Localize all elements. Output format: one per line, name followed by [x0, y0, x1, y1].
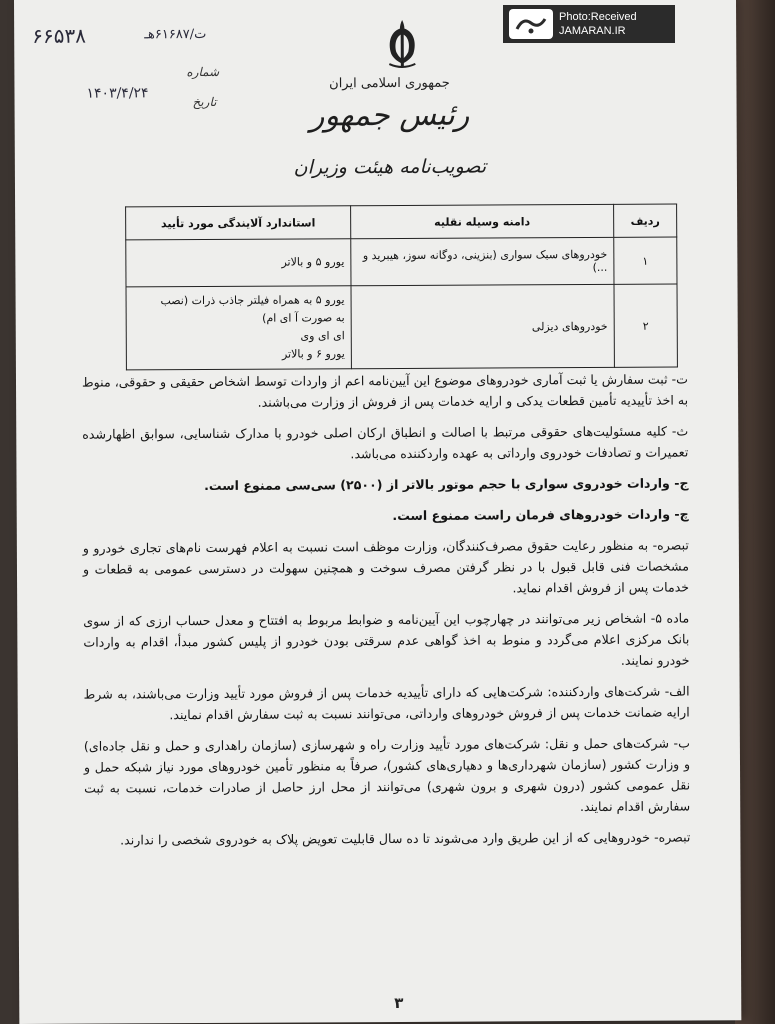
paragraph-note-2: تبصره- خودروهایی که از این طریق وارد می‌شوند تا ده سال قابلیت تعویض پلاک به خودروی شخصی را ندارند. — [120, 829, 691, 848]
standard-line: یورو ۵ و بالاتر — [281, 255, 345, 269]
table-row — [126, 237, 677, 287]
standard-line: یورو ۵ به همراه فیلتر جاذب ذرات (نصب — [160, 293, 345, 308]
header-emission-standard: استاندارد آلایندگی مورد تأیید — [126, 206, 351, 240]
letter-date: ۱۴۰۳/۴/۲۴ — [86, 85, 149, 102]
paragraph-clause-alef: الف- شرکت‌های واردکننده: شرکت‌هایی که دارای تأییدیه خدمات پس از فروش مورد تأیید وزارت می‌باشند، به شرط ارایه ضمانت خدمات پس از فروش خودروهای وارداتی، می‌توانند نسبت به ثبت سفارش اقدام نمایند. — [83, 683, 690, 723]
page-number: ۳ — [394, 993, 404, 1013]
watermark-badge — [503, 5, 675, 43]
standard-line: یورو ۶ و بالاتر — [281, 347, 345, 361]
cell-emission-standard — [126, 286, 351, 370]
paragraph-clause-te: ت- ثبت سفارش یا ثبت آماری خودروهای موضوع این آیین‌نامه اعم از واردات توسط اشخاص حقیقی و حقوقی، منوط به اخذ تأییدیه تأمین قطعات یدکی و ارایه خدمات پس از فروش از وزارت می‌باشند. — [81, 371, 689, 410]
paragraph-clause-che: چ- واردات خودروهای فرمان راست ممنوع است. — [392, 506, 689, 524]
paragraph-note: تبصره- به منظور رعایت حقوق مصرف‌کنندگان، وزارت موظف است نسبت به اعلام فهرست نام‌های تجاری خودرو و مشخصات فنی قابل قبول با در نظر گرفتن مصرف سوخت و همچنین سهولت در دسترسی عمومی به قطعات و خدمات پس از فروش اقدام نماید. — [82, 537, 690, 596]
number-label: شماره — [186, 64, 220, 80]
cell-row-number: ۱ — [614, 237, 677, 284]
jamaran-logo-icon — [509, 9, 553, 39]
letter-number-sub: ت/۶۱۶۸۷هـ — [144, 26, 207, 43]
cell-emission-standard — [126, 239, 351, 287]
paragraph-article-5: ماده ۵- اشخاص زیر می‌توانند در چهارچوب این آیین‌نامه و ضوابط مربوط به افتتاح و معدل حساب ارزی که از سوی بانک مرکزی اعلام می‌گردد و منوط به اخذ گواهی عدم سرقتی بودن خودرو از پلیس کشور مبدأ، اقدام به واردات خودرو نمایند. — [83, 610, 690, 668]
paragraph-clause-be: ب- شرکت‌های حمل و نقل: شرکت‌های مورد تأیید وزارت راه و شهرسازی (سازمان راهداری و حمل و نقل جاده‌ای) و وزارت کشور (سازمان شهرداری‌ها و دهیاری‌های کشور)، صرفاً به منظور تأمین خودروهای مورد نیاز شبکه حمل و نقل عمومی کشور (درون شهری و برون شهری) می‌توانند از محل ارز حاصل از صادرات خدمات، نسبت به ثبت سفارش اقدام نمایند. — [83, 735, 691, 815]
iran-emblem-icon — [379, 16, 425, 72]
cell-vehicle-domain: خودروهای دیزلی — [351, 284, 614, 368]
table-header-row — [126, 204, 677, 240]
cell-vehicle-domain: خودروهای سبک سواری (بنزینی، دوگانه سوز، هیبرید و ...) — [351, 237, 614, 285]
header-vehicle-domain: دامنه وسیله نقلیه — [351, 204, 614, 238]
letter-number: ۶۶۵۳۸ — [32, 23, 86, 48]
watermark-site: JAMARAN.IR — [559, 25, 626, 37]
president-heading: رئیس جمهور — [309, 97, 470, 134]
document-page — [14, 0, 741, 1024]
watermark-photo-credit: Photo:Received — [559, 11, 637, 23]
date-label: تاریخ — [192, 94, 217, 110]
vehicle-standards-table — [125, 204, 678, 371]
background-strip — [735, 0, 775, 1024]
approval-heading: تصویب‌نامه هیئت وزیران — [293, 155, 487, 179]
republic-heading: جمهوری اسلامی ایران — [329, 75, 450, 92]
header-row-number: ردیف — [614, 204, 677, 237]
paragraph-clause-se: ث- کلیه مسئولیت‌های حقوقی مرتبط با اصالت و انطباق ارکان اصلی خودرو با مدارک شناسایی، سوابق اظهارشده تعمیرات و تصادفات خودروی وارداتی به عهده واردکننده می‌باشد. — [82, 423, 689, 462]
cell-row-number: ۲ — [614, 284, 677, 367]
document-body — [82, 368, 691, 860]
paragraph-clause-jim: ج- واردات خودروی سواری با حجم موتور بالاتر از (۲۵۰۰) سی‌سی ممنوع است. — [204, 475, 689, 494]
table-row — [126, 284, 677, 370]
standard-line: به صورت آ ای ام) — [262, 311, 345, 325]
standard-line: ای ای وی — [300, 329, 345, 343]
